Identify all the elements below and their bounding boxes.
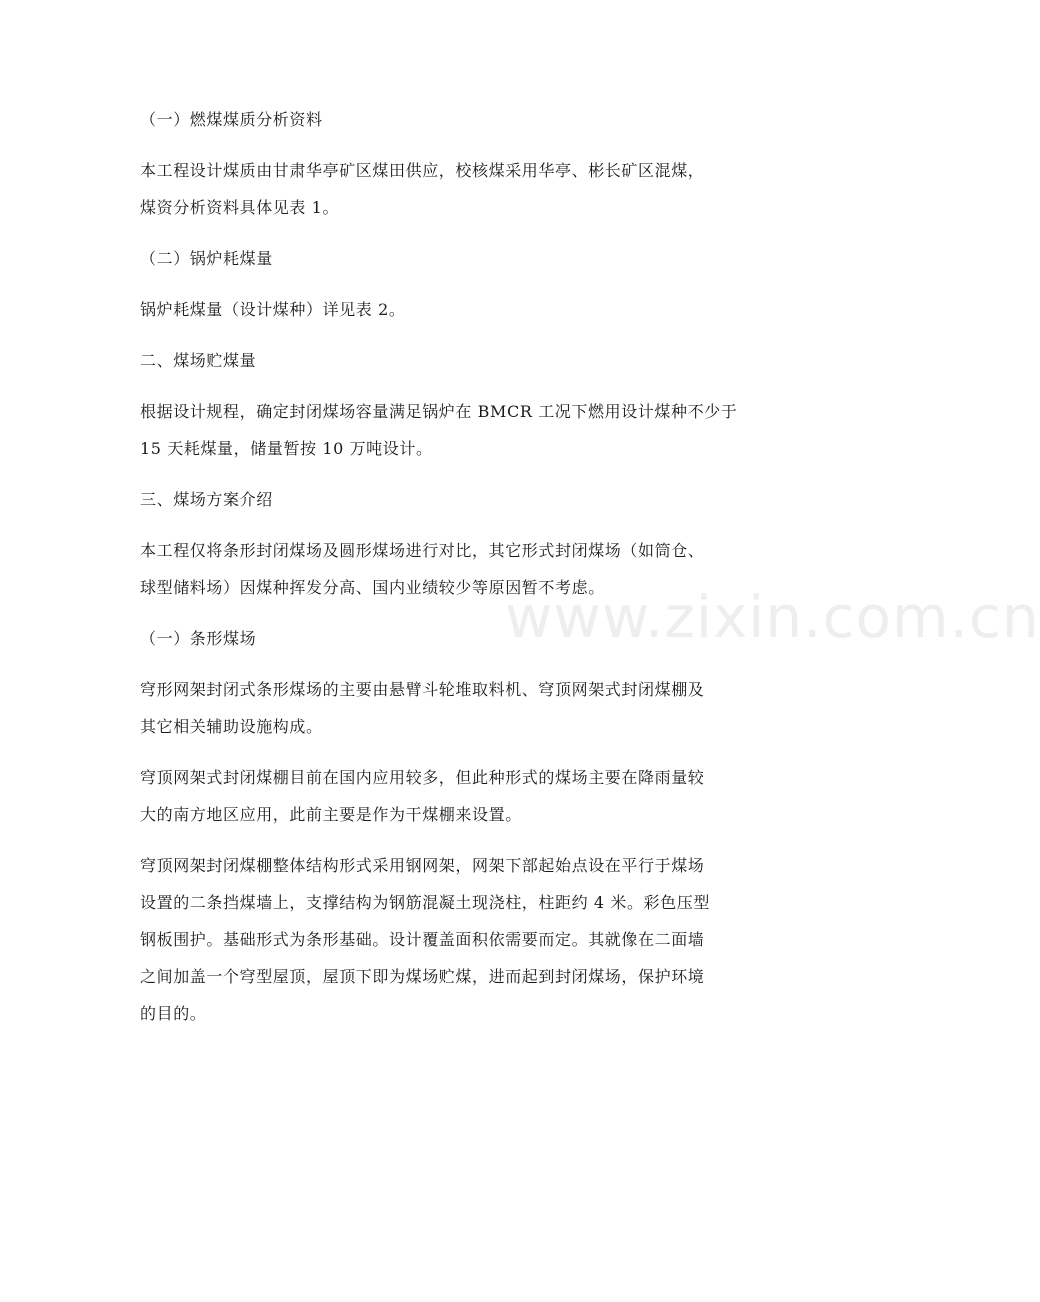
paragraph-line: 的目的。 [140,1004,207,1023]
heading-coal-storage: 二、煤场贮煤量 [140,351,257,370]
document-body [140,108,785,1026]
paragraph-line: 煤资分析资料具体见表 1。 [140,198,340,217]
paragraph-line: 穹顶网架式封闭煤棚目前在国内应用较多，但此种形式的煤场主要在降雨量较 [140,768,705,787]
heading-coal-quality: （一）燃煤煤质分析资料 [140,110,323,129]
paragraph-line: 本工程仅将条形封闭煤场及圆形煤场进行对比，其它形式封闭煤场（如筒仓、 [140,541,705,560]
heading-strip-yard: （一）条形煤场 [140,629,257,648]
paragraph-line: 锅炉耗煤量（设计煤种）详见表 2。 [140,300,406,319]
watermark: www.zixin.com.cn [505,583,1040,651]
paragraph-line: 其它相关辅助设施构成。 [140,717,323,736]
paragraph-line: 设置的二条挡煤墙上，支撑结构为钢筋混凝土现浇柱，柱距约 4 米。彩色压型 [140,893,710,912]
paragraph-line: 钢板围护。基础形式为条形基础。设计覆盖面积依需要而定。其就像在二面墙 [140,930,705,949]
paragraph-line: 本工程设计煤质由甘肃华亭矿区煤田供应，校核煤采用华亭、彬长矿区混煤， [140,161,705,180]
heading-boiler-consumption: （二）锅炉耗煤量 [140,249,273,268]
heading-yard-scheme: 三、煤场方案介绍 [140,490,273,509]
paragraph-line: 之间加盖一个穹型屋顶，屋顶下即为煤场贮煤，进而起到封闭煤场，保护环境 [140,967,705,986]
paragraph-line: 球型储料场）因煤种挥发分高、国内业绩较少等原因暂不考虑。 [140,578,605,597]
paragraph-line: 15 天耗煤量，储量暂按 10 万吨设计。 [140,439,433,458]
paragraph-line: 根据设计规程，确定封闭煤场容量满足锅炉在 BMCR 工况下燃用设计煤种不少于 [140,402,738,421]
paragraph-line: 穹形网架封闭式条形煤场的主要由悬臂斗轮堆取料机、穹顶网架式封闭煤棚及 [140,680,705,699]
paragraph-line: 大的南方地区应用，此前主要是作为干煤棚来设置。 [140,805,522,824]
paragraph-line: 穹顶网架封闭煤棚整体结构形式采用钢网架，网架下部起始点设在平行于煤场 [140,856,705,875]
